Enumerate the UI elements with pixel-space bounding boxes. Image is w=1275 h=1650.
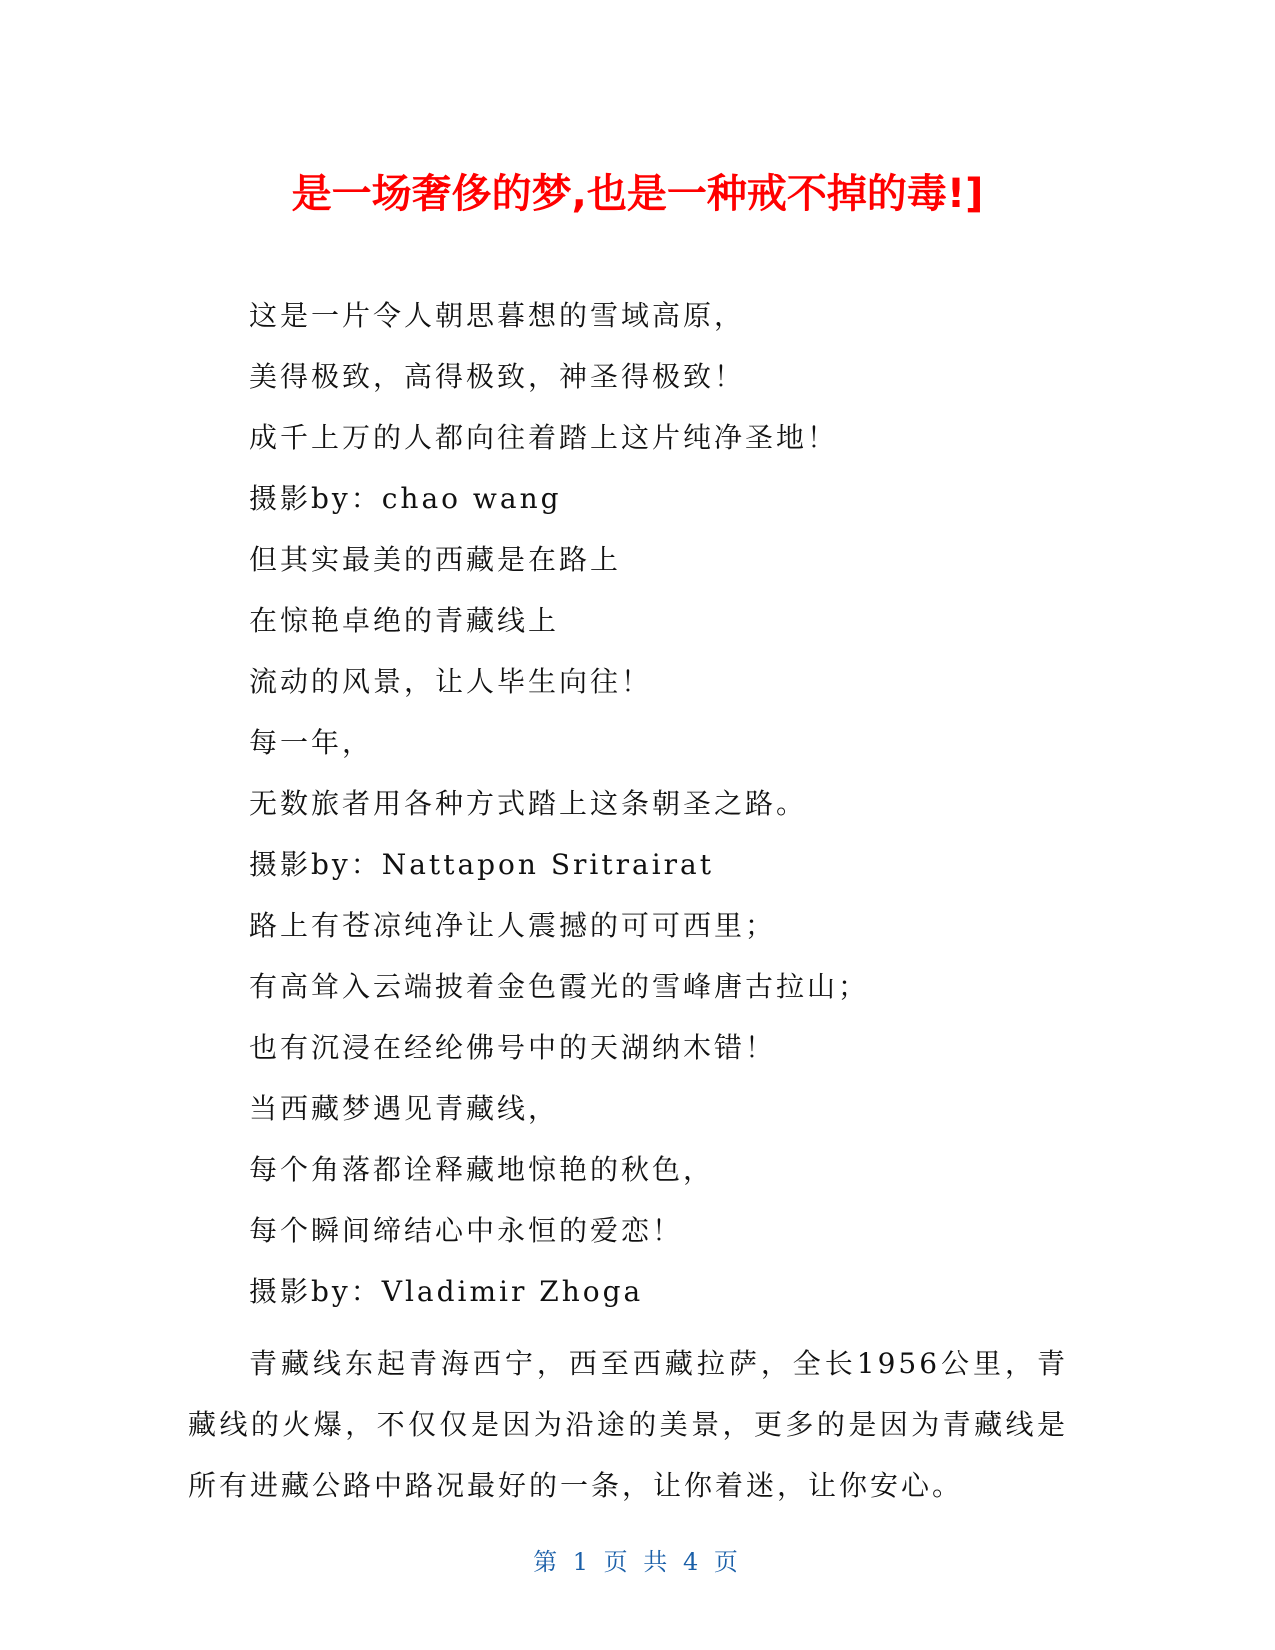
text-line: 流动的风景，让人毕生向往！ <box>249 665 653 698</box>
text-line: 但其实最美的西藏是在路上 <box>249 543 622 576</box>
text-line: 每一年， <box>249 726 374 759</box>
document-title: 是一场奢侈的梦,也是一种戒不掉的毒!] <box>291 171 984 217</box>
body-paragraph: 青藏线东起青海西宁，西至西藏拉萨，全长1956公里，青藏线的火爆，不仅仅是因为沿途的美景，更多的是因为青藏线是所有进藏公路中路况最好的一条，让你着迷，让你安心。 <box>188 1347 1068 1502</box>
photo-credit-line: 摄影by：chao wang <box>249 482 562 515</box>
photo-credit-line: 摄影by：Vladimir Zhoga <box>249 1275 644 1308</box>
text-line: 有高耸入云端披着金色霞光的雪峰唐古拉山； <box>249 970 870 1003</box>
page-number-footer: 第 1 页 共 4 页 <box>533 1548 742 1576</box>
text-line: 无数旅者用各种方式踏上这条朝圣之路。 <box>249 787 808 820</box>
text-line: 每个角落都诠释藏地惊艳的秋色， <box>249 1153 715 1186</box>
text-line: 这是一片令人朝思暮想的雪域高原， <box>249 299 746 332</box>
text-line: 成千上万的人都向往着踏上这片纯净圣地！ <box>249 421 839 454</box>
text-line: 美得极致，高得极致，神圣得极致！ <box>249 360 746 393</box>
text-line: 每个瞬间缔结心中永恒的爱恋！ <box>249 1214 684 1247</box>
photo-credit-line: 摄影by：Nattapon Sritrairat <box>249 848 714 881</box>
text-line: 路上有苍凉纯净让人震撼的可可西里； <box>249 909 777 942</box>
text-line: 当西藏梦遇见青藏线， <box>249 1092 560 1125</box>
text-line: 也有沉浸在经纶佛号中的天湖纳木错！ <box>249 1031 777 1064</box>
text-line: 在惊艳卓绝的青藏线上 <box>249 604 560 637</box>
poem-lines <box>249 296 1089 1333</box>
